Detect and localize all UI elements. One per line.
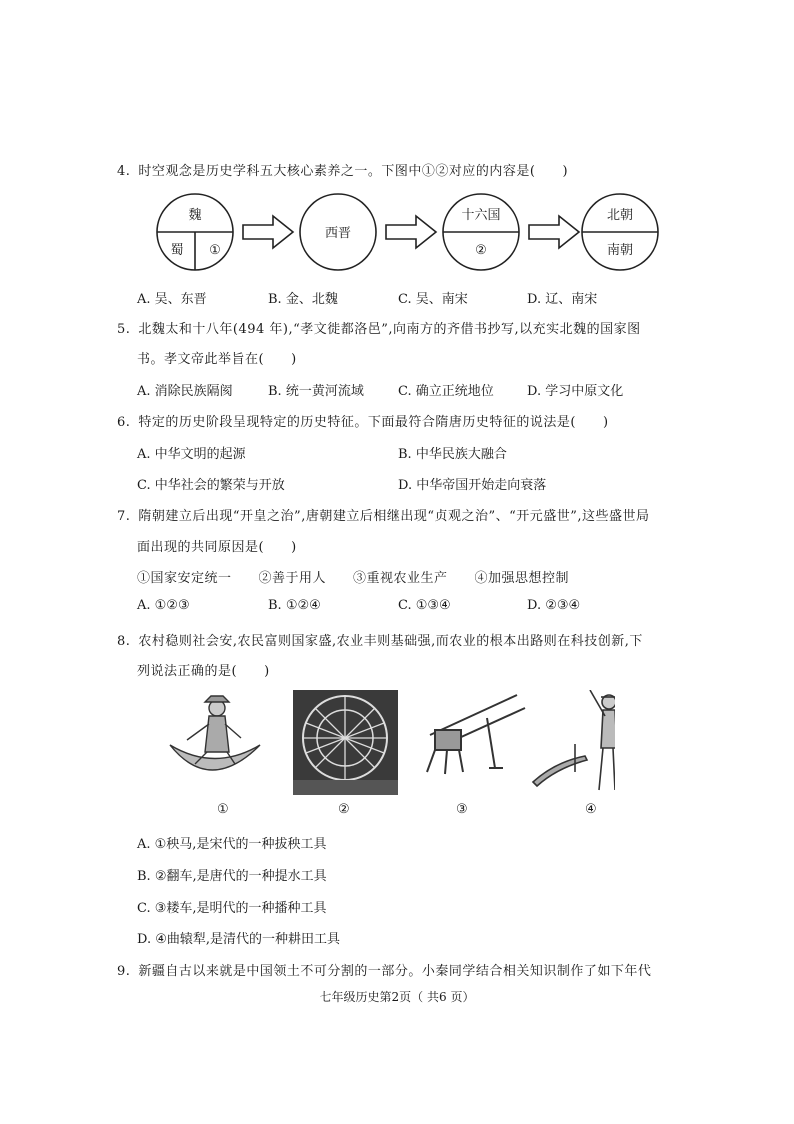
- q5-number: 5.: [117, 322, 131, 337]
- q8-tool-pictures: [165, 690, 615, 820]
- q5-stem-line1: [117, 318, 641, 337]
- circle3-top: 十六国: [461, 208, 501, 223]
- louche-illustration: [427, 695, 525, 774]
- q9-stem: [117, 960, 651, 979]
- q7-items: ①国家安定统一 ②善于用人 ③重视农业生产 ④加强思想控制: [137, 571, 570, 586]
- q5-text-line1: 北魏太和十八年(494 年),“孝文徙都洛邑”,向南方的齐借书抄写,以充实北魏的国家图: [138, 322, 641, 337]
- circle1-left: 蜀: [170, 243, 184, 258]
- q6-option-a[interactable]: A. 中华文明的起源: [137, 447, 246, 462]
- q8-pic-label-4: ④: [585, 802, 597, 817]
- circle4-top: 北朝: [606, 208, 634, 223]
- q7-option-a[interactable]: A. ①②③: [137, 598, 190, 613]
- q6-option-c[interactable]: C. 中华社会的繁荣与开放: [137, 478, 285, 493]
- q8-option-b[interactable]: B. ②翻车,是唐代的一种提水工具: [137, 869, 327, 884]
- q7-stem-line1: [117, 505, 650, 524]
- q8-pic-label-2: ②: [338, 802, 350, 817]
- q7-option-b[interactable]: B. ①②④: [268, 598, 321, 613]
- q4-stem: [117, 160, 568, 179]
- q7-number: 7.: [117, 509, 131, 524]
- q9-text: 新疆自古以来就是中国领土不可分割的一部分。小秦同学结合相关知识制作了如下年代: [138, 964, 652, 979]
- q9-number: 9.: [117, 964, 131, 979]
- q8-pic-label-1: ①: [217, 802, 229, 817]
- q6-number: 6.: [117, 415, 131, 430]
- quyuanli-illustration: [533, 690, 615, 790]
- circle1-right: ①: [209, 243, 221, 258]
- q8-option-c[interactable]: C. ③耧车,是明代的一种播种工具: [137, 901, 327, 916]
- fanche-illustration: [293, 690, 398, 795]
- q6-option-d[interactable]: D. 中华帝国开始走向衰落: [398, 478, 547, 493]
- q6-option-b[interactable]: B. 中华民族大融合: [398, 447, 507, 462]
- q4-timeline-diagram: [155, 192, 660, 272]
- q5-option-d[interactable]: D. 学习中原文化: [527, 384, 624, 399]
- q4-option-d[interactable]: D. 辽、南宋: [527, 292, 598, 307]
- circle1-top: 魏: [188, 208, 202, 223]
- circle3-bottom: ②: [475, 243, 487, 258]
- q4-option-a[interactable]: A. 吴、东晋: [137, 292, 207, 307]
- q8-stem-line1: [117, 630, 643, 649]
- yangma-illustration: [170, 696, 260, 770]
- q8-number: 8.: [117, 634, 131, 649]
- q5-option-a[interactable]: A. 消除民族隔阂: [137, 384, 233, 399]
- q7-option-c[interactable]: C. ①③④: [398, 598, 451, 613]
- q4-option-c[interactable]: C. 吴、南宋: [398, 292, 468, 307]
- q5-option-c[interactable]: C. 确立正统地位: [398, 384, 494, 399]
- q4-option-b[interactable]: B. 金、北魏: [268, 292, 338, 307]
- q4-number: 4.: [117, 164, 131, 179]
- q7-text-line1: 隋朝建立后出现“开皇之治”,唐朝建立后相继出现“贞观之治”、“开元盛世”,这些盛世局: [138, 509, 650, 524]
- q6-stem: [117, 411, 609, 430]
- q5-option-b[interactable]: B. 统一黄河流域: [268, 384, 364, 399]
- circle2-label: 西晋: [324, 226, 352, 241]
- q8-text-line2: 列说法正确的是( ): [137, 664, 270, 679]
- q8-option-a[interactable]: A. ①秧马,是宋代的一种拔秧工具: [137, 837, 327, 852]
- q8-text-line1: 农村稳则社会安,农民富则国家盛,农业丰则基础强,而农业的根本出路则在科技创新,下: [138, 634, 643, 649]
- q4-text: 时空观念是历史学科五大核心素养之一。下图中①②对应的内容是( ): [138, 164, 569, 179]
- q8-pic-label-3: ③: [456, 802, 468, 817]
- circle4-bottom: 南朝: [606, 243, 634, 258]
- q7-option-d[interactable]: D. ②③④: [527, 598, 581, 613]
- q5-text-line2: 书。孝文帝此举旨在( ): [137, 352, 297, 367]
- q6-text: 特定的历史阶段呈现特定的历史特征。下面最符合隋唐历史特征的说法是( ): [138, 415, 609, 430]
- q7-text-line2: 面出现的共同原因是( ): [137, 540, 297, 555]
- q8-option-d[interactable]: D. ④曲辕犁,是清代的一种耕田工具: [137, 932, 341, 947]
- page-footer: 七年级历史第2页（ 共6 页）: [319, 990, 475, 1004]
